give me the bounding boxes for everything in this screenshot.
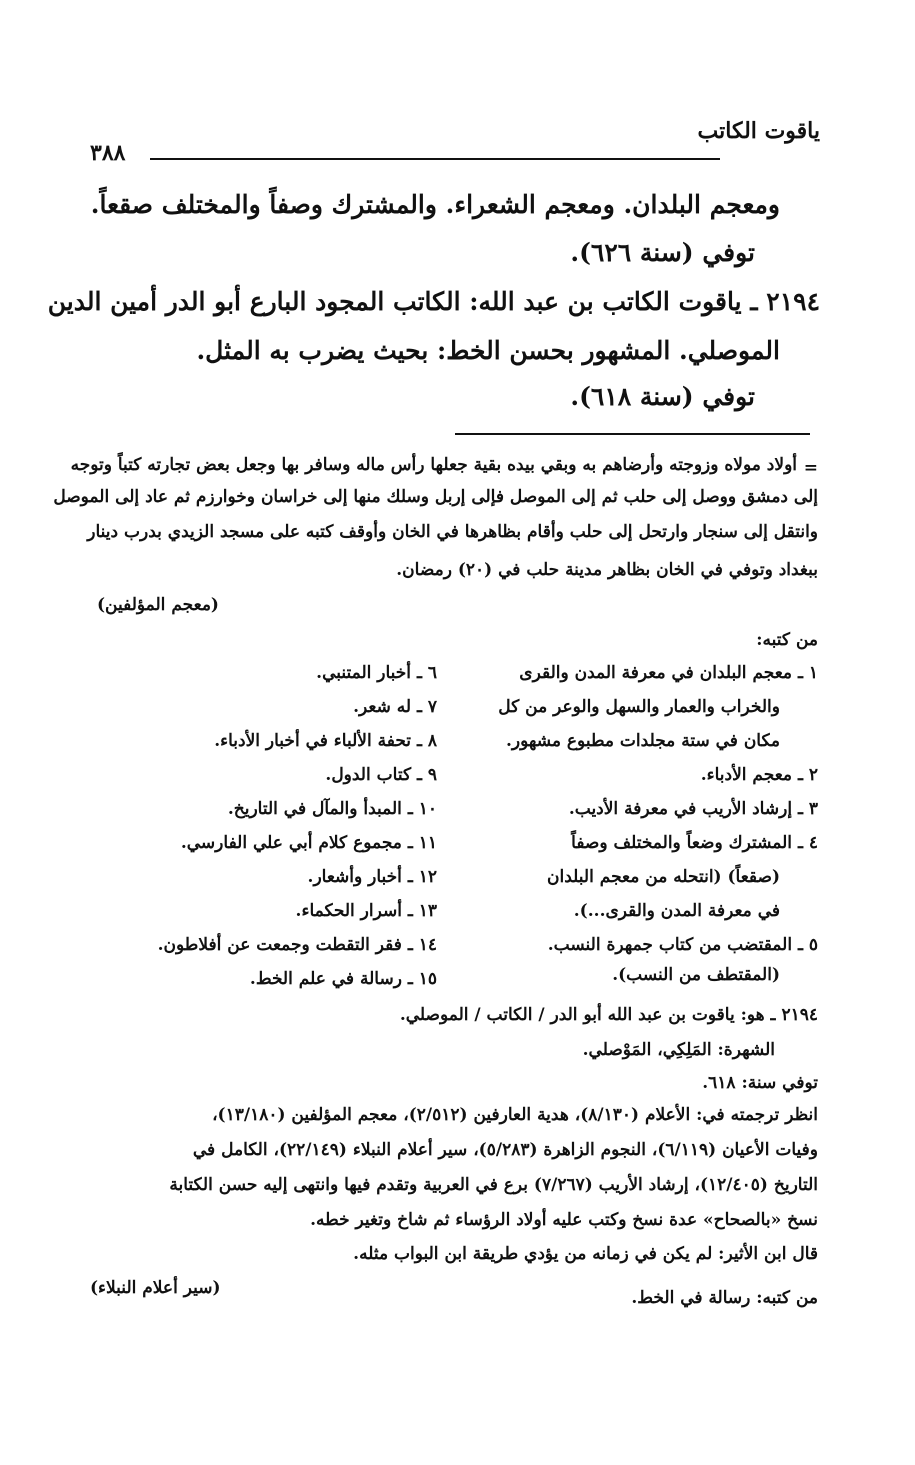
entry-line-1-text: الكاتب المجود البارع أبو الدر أمين الدين (47, 287, 470, 316)
work-item: ١١ ـ مجموع كلام أبي علي الفارسي. (180, 833, 437, 853)
work-item: ٧ ـ له شعر. (353, 697, 437, 717)
work-item: ٣ ـ إرشاد الأريب في معرفة الأديب. (568, 799, 818, 819)
entry2-fame: الشهرة: المَلِكِي، المَوْصلي. (582, 1040, 775, 1060)
continuation-marker: = (803, 458, 818, 478)
work-item: ١ ـ معجم البلدان في معرفة المدن والقرى (519, 663, 818, 683)
footnote-line: ببغداد وتوفي في الخان بظاهر مدينة حلب في (٢٠) رمضان. (396, 560, 818, 580)
source-citation: (سير أعلام النبلاء) (90, 1278, 221, 1298)
work-item: ٦ ـ أخبار المتنبي. (316, 663, 437, 683)
entry2-line: ٢١٩٤ ـ هو: ياقوت بن عبد الله أبو الدر / الكاتب / الموصلي. (399, 1005, 818, 1025)
entry2-refs-line: انظر ترجمته في: الأعلام (٨/١٣٠)، هدية العارفين (٢/٥١٢)، معجم المؤلفين (١٣/١٨٠)، (212, 1105, 818, 1125)
work-item: ١٢ ـ أخبار وأشعار. (307, 867, 437, 887)
footnote-rule (455, 433, 810, 435)
entry-line-2: الموصلي. المشهور بحسن الخط: بحيث يضرب به المثل. (196, 336, 780, 365)
footnote-line: وانتقل إلى سنجار وارتحل إلى حلب وأقام بظاهرها في الخان وأوقف كتبه على مسجد الزيدي بدرب دينار (87, 522, 818, 542)
entry2-refs-line: نسخ «بالصحاح» عدة نسخ وكتب عليه أولاد الرؤساء ثم شاخ وتغير خطه. (310, 1210, 818, 1230)
work-item: والخراب والعمار والسهل والوعر من كل (498, 697, 780, 717)
footnote-line: إلى دمشق ووصل إلى حلب ثم إلى الموصل فإلى إربل وسلك منها إلى خراسان وخوارزم ثم عاد إلى الموصل (53, 487, 818, 507)
running-title: ياقوت الكاتب (697, 118, 820, 144)
works-list-left (158, 656, 437, 996)
source-citation: (معجم المؤلفين) (97, 595, 219, 615)
work-item: مكان في ستة مجلدات مطبوع مشهور. (505, 731, 780, 751)
entry2-works: من كتبه: رسالة في الخط. (631, 1288, 818, 1308)
entry-line-1 (48, 287, 820, 316)
entry2-quote: قال ابن الأثير: لم يكن في زمانه من يؤدي طريقة ابن البواب مثله. (353, 1244, 818, 1264)
work-item: ٤ ـ المشترك وضعاً والمختلف وصفاً (571, 833, 818, 853)
prev-entry-line: ومعجم البلدان. ومعجم الشعراء. والمشترك وصفاً والمختلف صقعاً. (90, 190, 780, 219)
page-number: ٣٨٨ (90, 140, 126, 166)
work-item: في معرفة المدن والقرى...). (573, 901, 780, 921)
header-rule (150, 158, 720, 160)
work-item: ١٣ ـ أسرار الحكماء. (295, 901, 437, 921)
works-heading: من كتبه: (756, 630, 818, 650)
work-item: ٥ ـ المقتضب من كتاب جمهرة النسب. (547, 935, 818, 955)
work-item: ٩ ـ كتاب الدول. (325, 765, 437, 785)
entry2-death: توفي سنة: ٦١٨. (702, 1073, 818, 1093)
work-item: ٨ ـ تحفة الألباء في أخبار الأدباء. (214, 731, 437, 751)
entry2-refs-line: التاريخ (١٢/٤٠٥)، إرشاد الأريب (٧/٢٦٧) برع في العربية وتقدم فيها وانتهى إليه حسن الكتابة (169, 1175, 818, 1195)
work-item: ١٠ ـ المبدأ والمآل في التاريخ. (227, 799, 437, 819)
works-list-right (498, 656, 818, 988)
footnote-line: أولاد مولاه وزوجته وأرضاهم به وبقي بيده بقية جعلها رأس ماله وسافر بها وجعل بعض تجارته كتباً وتوجه (70, 455, 797, 475)
prev-entry-death: توفي (سنة ٦٢٦). (570, 238, 755, 267)
work-item: ٢ ـ معجم الأدباء. (700, 765, 818, 785)
entry-death: توفي (سنة ٦١٨). (570, 382, 755, 411)
work-item: (صقعاً) (انتحله من معجم البلدان (547, 867, 780, 887)
work-item: ١٤ ـ فقر التقطت وجمعت عن أفلاطون. (157, 935, 437, 955)
work-item: (المقتطف من النسب). (612, 965, 780, 985)
entry-heading: ٢١٩٤ ـ ياقوت الكاتب بن عبد الله: (469, 287, 820, 316)
work-item: ١٥ ـ رسالة في علم الخط. (249, 969, 437, 989)
entry2-refs-line: وفيات الأعيان (٦/١١٩)، النجوم الزاهرة (٥/٢٨٣)، سير أعلام النبلاء (٢٢/١٤٩)، الكامل في (192, 1140, 818, 1160)
